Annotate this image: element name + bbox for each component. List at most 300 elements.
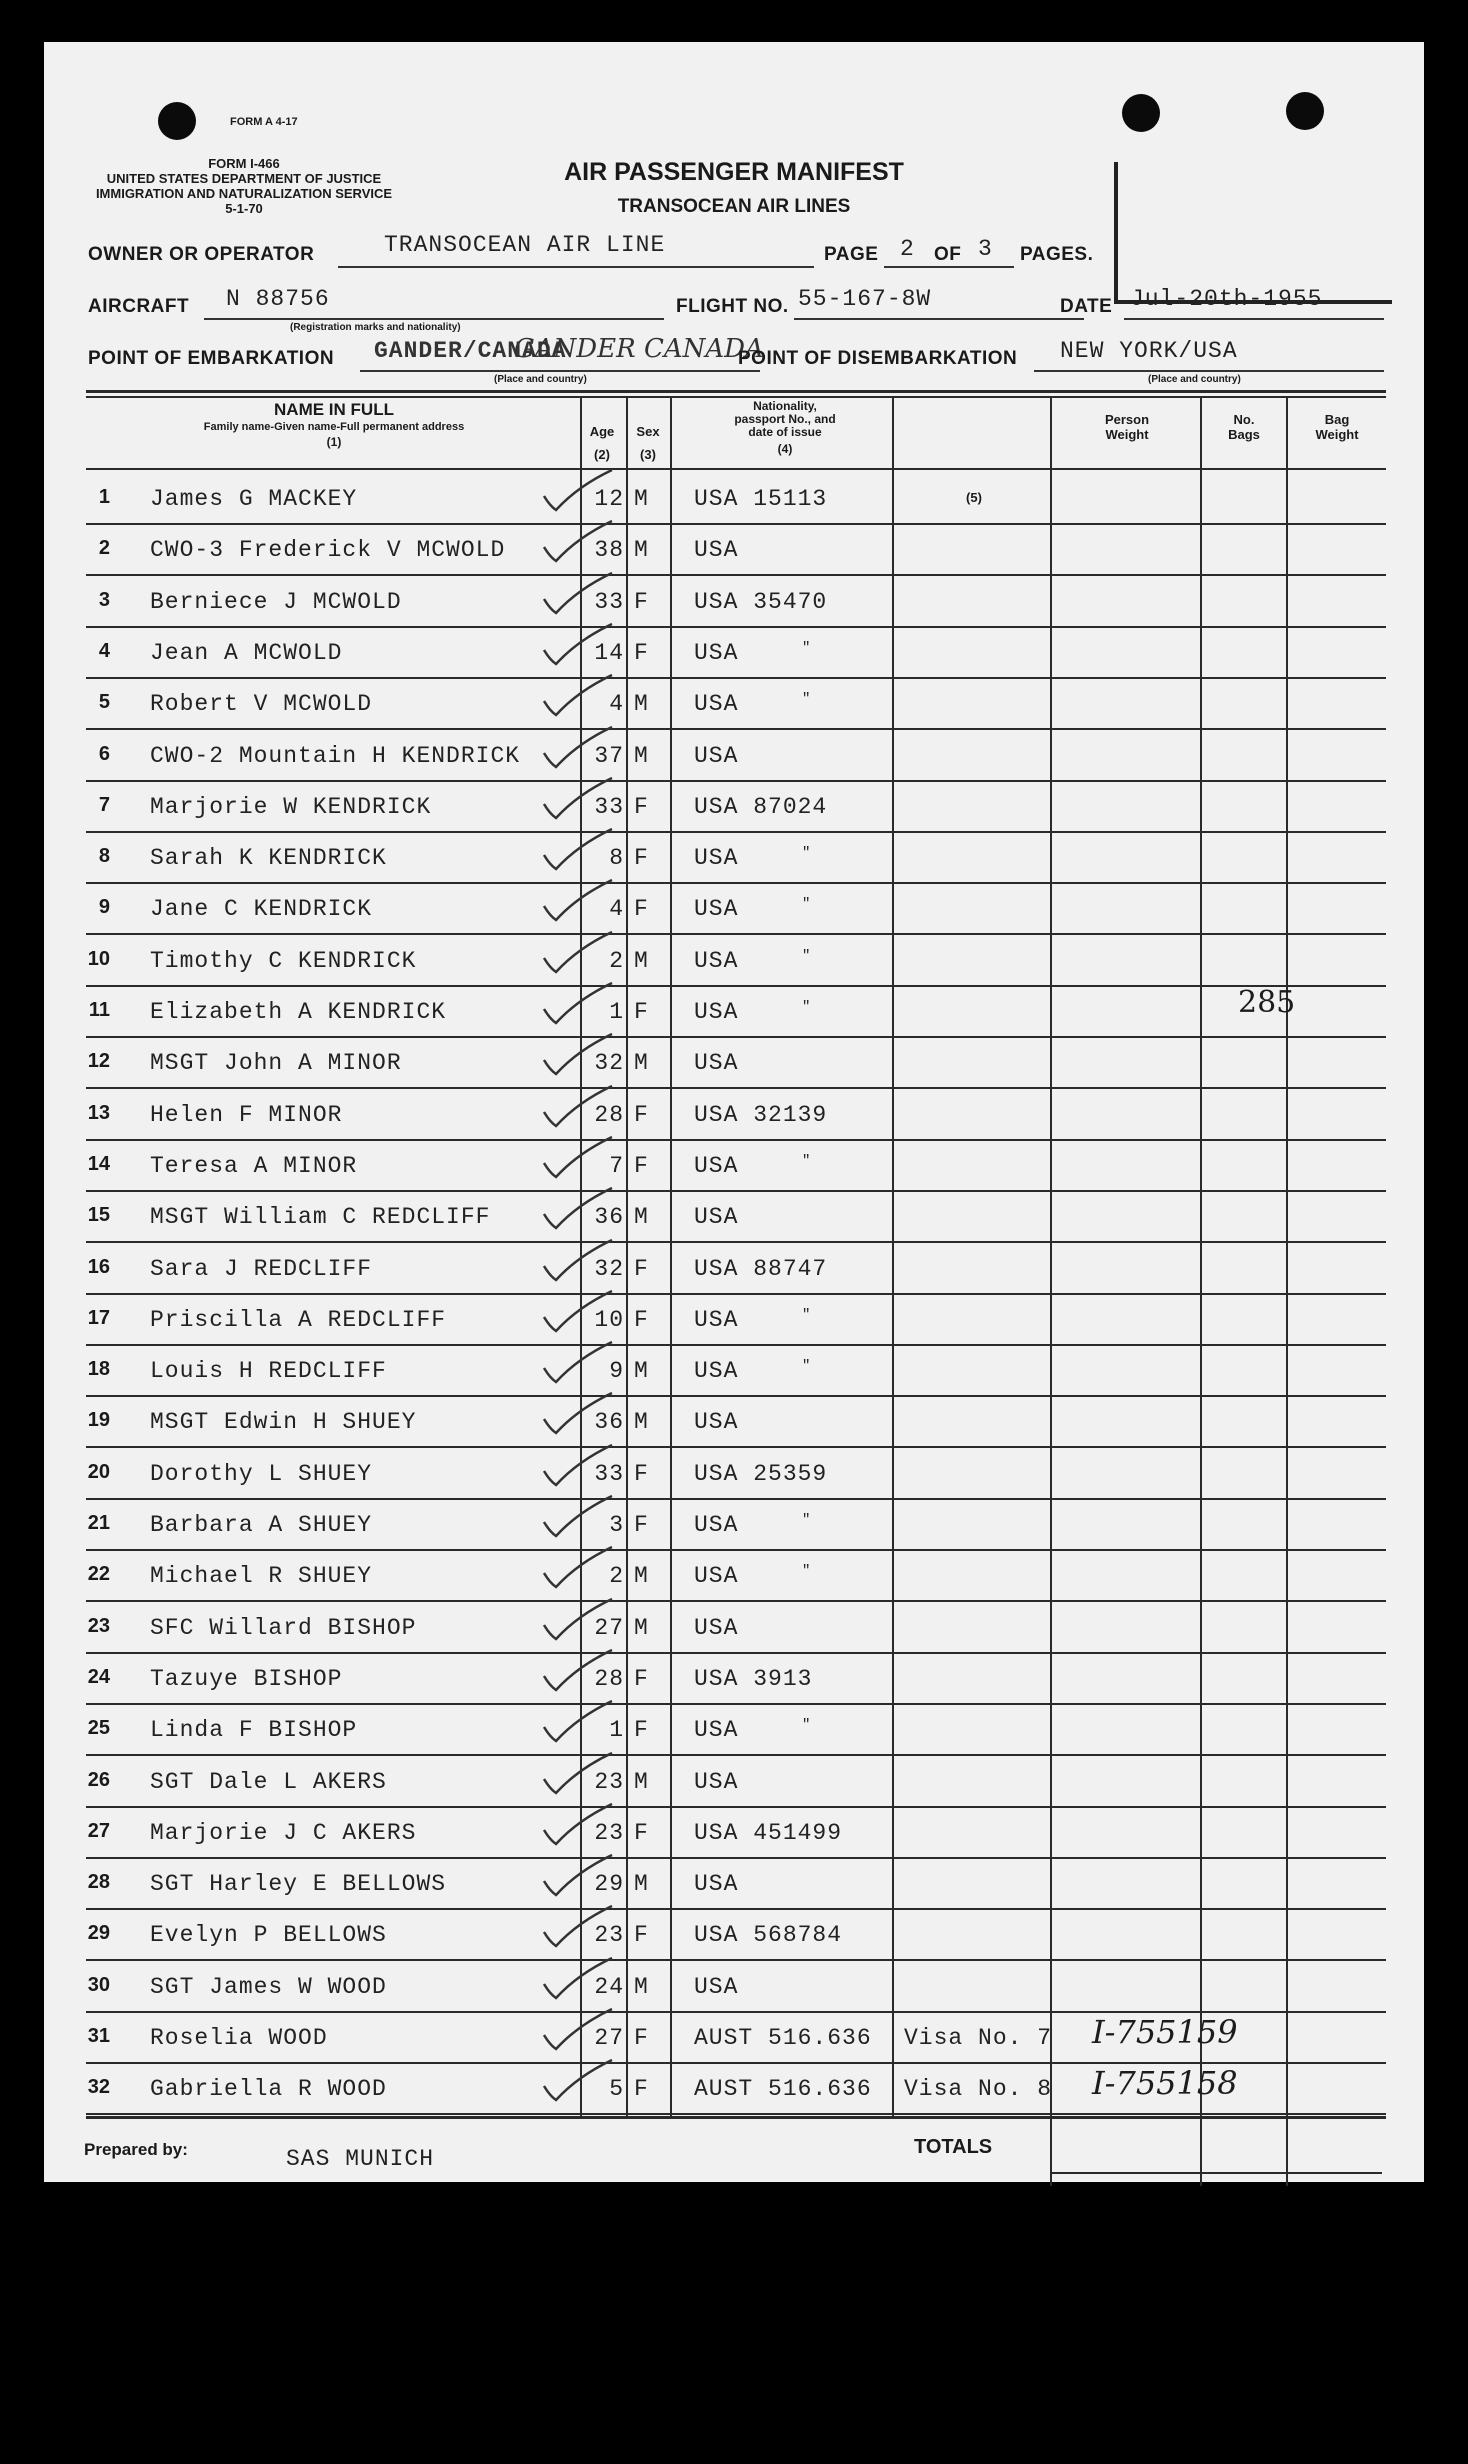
- passenger-name: SFC Willard BISHOP: [150, 1615, 417, 1641]
- passenger-sex: F: [634, 640, 649, 666]
- row-number: 25: [87, 1717, 110, 1739]
- table-row: [44, 1090, 1424, 1141]
- col-sex-number: (3): [640, 447, 656, 462]
- passenger-age: 12: [594, 486, 624, 512]
- passenger-sex: M: [634, 486, 649, 512]
- col-nationality-line-3: date of issue: [748, 425, 822, 439]
- checkmark-icon: [538, 1030, 618, 1080]
- ditto-mark: ": [802, 640, 812, 656]
- passenger-name: CWO-3 Frederick V MCWOLD: [150, 537, 506, 563]
- passenger-sex: F: [634, 1256, 649, 1282]
- passenger-sex: F: [634, 1461, 649, 1487]
- row-number: 4: [98, 640, 110, 662]
- form-subtitle: TRANSOCEAN AIR LINES: [617, 196, 851, 217]
- table-row: [44, 1141, 1424, 1192]
- col-bags-line-2: Bags: [1228, 427, 1260, 442]
- col-age-number: (2): [594, 447, 610, 462]
- passenger-nationality: USA: [694, 537, 739, 563]
- col-nationality-number: (4): [777, 442, 793, 456]
- col-nationality-line-1: Nationality,: [753, 399, 817, 413]
- table-row: [44, 1192, 1424, 1243]
- table-row: [44, 731, 1424, 782]
- passenger-name: Timothy C KENDRICK: [150, 948, 417, 974]
- passenger-sex: M: [634, 948, 649, 974]
- checkmark-icon: [538, 825, 618, 875]
- aircraft-note: (Registration marks and nationality): [290, 322, 461, 333]
- agency-block: [84, 156, 404, 216]
- passenger-name: Tazuye BISHOP: [150, 1666, 343, 1692]
- passenger-name: Marjorie W KENDRICK: [150, 794, 432, 820]
- passenger-nationality: USA: [694, 845, 739, 871]
- ditto-mark: ": [802, 896, 812, 912]
- passenger-age: 27: [594, 2025, 624, 2051]
- checkmark-icon: [538, 928, 618, 978]
- passenger-age: 29: [594, 1871, 624, 1897]
- col-name-subtitle: Family name-Given name-Full permanent address: [203, 421, 465, 433]
- passenger-sex: F: [634, 1307, 649, 1333]
- col-name-title: NAME IN FULL: [274, 400, 394, 419]
- passenger-age: 23: [594, 1922, 624, 1948]
- checkmark-icon: [538, 1492, 618, 1542]
- embarkation-value-typed: GANDER/CANADA: [374, 338, 567, 364]
- passenger-age: 4: [609, 691, 624, 717]
- table-row: [44, 2013, 1424, 2064]
- row-number: 5: [98, 691, 110, 713]
- row-number: 18: [87, 1358, 110, 1380]
- row-number: 28: [87, 1871, 110, 1893]
- passenger-age: 2: [609, 1563, 624, 1589]
- table-row: [44, 1551, 1424, 1602]
- passenger-age: 4: [609, 896, 624, 922]
- checkmark-icon: [538, 1902, 618, 1952]
- disembarkation-value: NEW YORK/USA: [1060, 338, 1238, 364]
- passenger-age: 33: [594, 589, 624, 615]
- row-number: 13: [87, 1102, 110, 1124]
- passenger-sex: F: [634, 1512, 649, 1538]
- passenger-name: MSGT William C REDCLIFF: [150, 1204, 491, 1230]
- table-row: [44, 833, 1424, 884]
- passenger-nationality: USA 15113: [694, 486, 828, 512]
- table-row: [44, 782, 1424, 833]
- table-row: [44, 987, 1424, 1038]
- passenger-nationality: USA: [694, 1307, 739, 1333]
- stamp-box: [1114, 162, 1392, 304]
- flight-value: 55-167-8W: [798, 286, 932, 312]
- passenger-name: MSGT Edwin H SHUEY: [150, 1409, 417, 1435]
- checkmark-icon: [538, 1236, 618, 1286]
- passenger-sex: F: [634, 589, 649, 615]
- passenger-name: Marjorie J C AKERS: [150, 1820, 417, 1846]
- ditto-mark: ": [802, 845, 812, 861]
- passenger-sex: M: [634, 691, 649, 717]
- passenger-sex: F: [634, 845, 649, 871]
- passenger-nationality: USA 25359: [694, 1461, 828, 1487]
- owner-value: TRANSOCEAN AIR LINE: [384, 232, 666, 258]
- passenger-name: MSGT John A MINOR: [150, 1050, 402, 1076]
- row-number: 14: [87, 1153, 110, 1175]
- passenger-nationality: USA: [694, 948, 739, 974]
- table-row: [44, 1295, 1424, 1346]
- table-row: [44, 577, 1424, 628]
- table-row: [44, 1603, 1424, 1654]
- checkmark-icon: [538, 979, 618, 1029]
- passenger-sex: M: [634, 1204, 649, 1230]
- table-row: [44, 1808, 1424, 1859]
- ditto-mark: ": [802, 1307, 812, 1323]
- row-number: 24: [87, 1666, 110, 1688]
- row-number: 27: [87, 1820, 110, 1842]
- passenger-nationality: USA: [694, 691, 739, 717]
- passenger-nationality: USA 35470: [694, 589, 828, 615]
- checkmark-icon: [538, 671, 618, 721]
- passenger-name: Sara J REDCLIFF: [150, 1256, 373, 1282]
- passenger-nationality: USA: [694, 1512, 739, 1538]
- embarkation-note: (Place and country): [494, 374, 587, 385]
- passenger-sex: M: [634, 1974, 649, 2000]
- checkmark-icon: [538, 1954, 618, 2004]
- col-bag-weight-header: [1288, 412, 1386, 442]
- checkmark-icon: [538, 774, 618, 824]
- passenger-age: 14: [594, 640, 624, 666]
- punch-hole-icon: [1122, 94, 1160, 132]
- passenger-nationality: USA: [694, 1409, 739, 1435]
- row-number: 12: [87, 1050, 110, 1072]
- col-bag-weight-line-2: Weight: [1315, 427, 1359, 442]
- row-number: 17: [87, 1307, 110, 1329]
- passenger-nationality: USA 32139: [694, 1102, 828, 1128]
- row-number: 11: [88, 999, 110, 1021]
- passenger-name: SGT James W WOOD: [150, 1974, 387, 2000]
- row-number: 6: [98, 743, 110, 765]
- passenger-age: 3: [609, 1512, 624, 1538]
- row-number: 3: [98, 589, 110, 611]
- table-row: [44, 1244, 1424, 1295]
- table-row: [44, 1910, 1424, 1961]
- row-number: 22: [87, 1563, 110, 1585]
- passenger-age: 36: [594, 1204, 624, 1230]
- row-number: 31: [87, 2025, 110, 2047]
- table-row: [44, 1962, 1424, 2013]
- passenger-sex: M: [634, 1769, 649, 1795]
- passenger-sex: F: [634, 1922, 649, 1948]
- punch-hole-icon: [1286, 92, 1324, 130]
- table-row: [44, 679, 1424, 730]
- page-value: 2: [900, 236, 915, 262]
- of-label: OF: [934, 244, 962, 265]
- passenger-nationality: USA 3913: [694, 1666, 813, 1692]
- passenger-age: 1: [609, 1717, 624, 1743]
- table-row: [44, 525, 1424, 576]
- table-row: [44, 1397, 1424, 1448]
- form-title: AIR PASSENGER MANIFEST: [564, 158, 904, 186]
- row-number: 20: [87, 1461, 110, 1483]
- passenger-name: Jean A MCWOLD: [150, 640, 343, 666]
- table-row: [44, 1038, 1424, 1089]
- date-label: DATE: [1060, 296, 1113, 317]
- col-bags-header: [1202, 412, 1286, 442]
- aircraft-label: AIRCRAFT: [88, 296, 190, 317]
- table-row: [44, 2064, 1424, 2115]
- checkmark-icon: [538, 517, 618, 567]
- ditto-mark: ": [802, 1563, 812, 1579]
- passenger-age: 23: [594, 1769, 624, 1795]
- passenger-age: 2: [609, 948, 624, 974]
- col-5-header: (5): [966, 490, 982, 505]
- passenger-nationality: USA: [694, 640, 739, 666]
- disembarkation-note: (Place and country): [1148, 374, 1241, 385]
- passenger-name: Michael R SHUEY: [150, 1563, 373, 1589]
- checkmark-icon: [538, 466, 618, 516]
- passenger-name: Barbara A SHUEY: [150, 1512, 373, 1538]
- col-sex-title: Sex: [636, 424, 660, 439]
- passenger-sex: F: [634, 1820, 649, 1846]
- pages-label: PAGES.: [1020, 244, 1094, 265]
- table-row: [44, 1500, 1424, 1551]
- prepared-by-label: Prepared by:: [84, 2140, 188, 2159]
- col-age-header: [582, 424, 622, 462]
- passenger-name: Robert V MCWOLD: [150, 691, 373, 717]
- passenger-nationality: USA: [694, 1974, 739, 2000]
- checkmark-icon: [538, 1851, 618, 1901]
- checkmark-icon: [538, 2005, 618, 2055]
- passenger-sex: M: [634, 743, 649, 769]
- passenger-sex: M: [634, 1358, 649, 1384]
- checkmark-icon: [538, 723, 618, 773]
- row-number: 26: [87, 1769, 110, 1791]
- passenger-name: Jane C KENDRICK: [150, 896, 373, 922]
- passenger-nationality: USA: [694, 1871, 739, 1897]
- checkmark-icon: [538, 1749, 618, 1799]
- checkmark-icon: [538, 620, 618, 670]
- visa-handwritten: I-755159: [1092, 2013, 1238, 2051]
- passenger-age: 8: [609, 845, 624, 871]
- col-name-number: (1): [326, 435, 342, 449]
- col-sex-header: [628, 424, 668, 462]
- checkmark-icon: [538, 1441, 618, 1491]
- passenger-name: Elizabeth A KENDRICK: [150, 999, 447, 1025]
- passenger-nationality: USA 568784: [694, 1922, 843, 1948]
- passenger-sex: F: [634, 1666, 649, 1692]
- passenger-sex: M: [634, 1615, 649, 1641]
- ditto-mark: ": [802, 1512, 812, 1528]
- embarkation-value-handwritten: GANDER CANADA: [514, 334, 764, 364]
- passenger-name: Evelyn P BELLOWS: [150, 1922, 387, 1948]
- row-number: 23: [87, 1615, 110, 1637]
- passenger-name: Priscilla A REDCLIFF: [150, 1307, 447, 1333]
- passenger-age: 32: [594, 1050, 624, 1076]
- checkmark-icon: [538, 1338, 618, 1388]
- checkmark-icon: [538, 1646, 618, 1696]
- flight-label: FLIGHT NO.: [676, 296, 789, 317]
- table-row: [44, 1449, 1424, 1500]
- passenger-nationality: USA: [694, 1717, 739, 1743]
- passenger-nationality: USA: [694, 1050, 739, 1076]
- passenger-age: 28: [594, 1666, 624, 1692]
- checkmark-icon: [538, 569, 618, 619]
- agency-line-1: UNITED STATES DEPARTMENT OF JUSTICE: [106, 171, 382, 186]
- passenger-name: SGT Dale L AKERS: [150, 1769, 387, 1795]
- totals-label: TOTALS: [914, 2136, 993, 2158]
- disembarkation-label: POINT OF DISEMBARKATION: [738, 348, 1018, 369]
- passenger-name: Berniece J MCWOLD: [150, 589, 402, 615]
- passenger-age: 27: [594, 1615, 624, 1641]
- table-row: [44, 1757, 1424, 1808]
- passenger-sex: F: [634, 2025, 649, 2051]
- agency-line-2: IMMIGRATION AND NATURALIZATION SERVICE: [95, 186, 393, 201]
- col-nationality-header: [672, 400, 898, 456]
- passenger-sex: M: [634, 537, 649, 563]
- row-number: 32: [87, 2076, 110, 2098]
- ditto-mark: ": [802, 1153, 812, 1169]
- visa-number: Visa No. 7: [904, 2025, 1053, 2051]
- punch-hole-icon: [158, 102, 196, 140]
- passenger-age: 33: [594, 794, 624, 820]
- passenger-name: CWO-2 Mountain H KENDRICK: [150, 743, 521, 769]
- checkmark-icon: [538, 1697, 618, 1747]
- row-number: 2: [98, 537, 110, 559]
- aircraft-value: N 88756: [226, 286, 330, 312]
- checkmark-icon: [538, 1800, 618, 1850]
- passenger-age: 1: [609, 999, 624, 1025]
- passenger-name: Dorothy L SHUEY: [150, 1461, 373, 1487]
- passenger-nationality: USA: [694, 1563, 739, 1589]
- ditto-mark: ": [802, 1358, 812, 1374]
- embarkation-label: POINT OF EMBARKATION: [88, 348, 335, 369]
- col-nationality-line-2: passport No., and: [734, 412, 836, 426]
- col-person-weight-line-1: Person: [1104, 412, 1150, 427]
- row-number: 19: [87, 1409, 110, 1431]
- passenger-sex: F: [634, 1153, 649, 1179]
- passenger-nationality: USA 87024: [694, 794, 828, 820]
- checkmark-icon: [538, 876, 618, 926]
- table-row: [44, 1859, 1424, 1910]
- table-row: [44, 1654, 1424, 1705]
- col-bags-line-1: No.: [1233, 412, 1255, 427]
- row-number: 21: [87, 1512, 110, 1534]
- passenger-nationality: AUST 516.636: [694, 2076, 872, 2102]
- passenger-nationality: USA: [694, 896, 739, 922]
- passenger-nationality: USA: [694, 1615, 739, 1641]
- passenger-name: Gabriella R WOOD: [150, 2076, 387, 2102]
- passenger-name: Helen F MINOR: [150, 1102, 343, 1128]
- row-number: 10: [87, 948, 110, 970]
- passenger-name: Louis H REDCLIFF: [150, 1358, 387, 1384]
- passenger-nationality: AUST 516.636: [694, 2025, 872, 2051]
- checkmark-icon: [538, 1133, 618, 1183]
- passenger-age: 24: [594, 1974, 624, 2000]
- row-number: 7: [98, 794, 110, 816]
- passenger-sex: F: [634, 1102, 649, 1128]
- passenger-sex: F: [634, 794, 649, 820]
- table-row: [44, 1705, 1424, 1756]
- passenger-age: 10: [594, 1307, 624, 1333]
- table-row: [44, 936, 1424, 987]
- checkmark-icon: [538, 1595, 618, 1645]
- col-bag-weight-line-1: Bag: [1324, 412, 1350, 427]
- ditto-mark: ": [802, 948, 812, 964]
- passenger-nationality: USA 88747: [694, 1256, 828, 1282]
- row-number: 29: [87, 1922, 110, 1944]
- passenger-nationality: USA 451499: [694, 1820, 843, 1846]
- col-person-weight-header: [1052, 412, 1202, 442]
- ditto-mark: ": [802, 1717, 812, 1733]
- passenger-age: 9: [609, 1358, 624, 1384]
- checkmark-icon: [538, 1389, 618, 1439]
- passenger-age: 23: [594, 1820, 624, 1846]
- col-person-weight-line-2: Weight: [1105, 427, 1149, 442]
- passenger-age: 28: [594, 1102, 624, 1128]
- passenger-name: Sarah K KENDRICK: [150, 845, 387, 871]
- passenger-nationality: USA: [694, 1153, 739, 1179]
- form-number: FORM I-466: [208, 156, 280, 171]
- passenger-nationality: USA: [694, 1358, 739, 1384]
- passenger-name: James G MACKEY: [150, 486, 358, 512]
- passenger-sex: F: [634, 1717, 649, 1743]
- visa-number: Visa No. 8: [904, 2076, 1053, 2102]
- passenger-name: SGT Harley E BELLOWS: [150, 1871, 447, 1897]
- passenger-sex: M: [634, 1563, 649, 1589]
- of-value: 3: [978, 236, 993, 262]
- passenger-nationality: USA: [694, 743, 739, 769]
- row-number: 1: [98, 486, 110, 508]
- passenger-sex: M: [634, 1871, 649, 1897]
- owner-label: OWNER OR OPERATOR: [88, 244, 315, 265]
- bags-count: 285: [1238, 985, 1296, 1020]
- col-name-header: [92, 400, 576, 450]
- form-top-number: FORM A 4-17: [230, 116, 298, 128]
- table-row: [44, 474, 1424, 525]
- checkmark-icon: [538, 2056, 618, 2106]
- passenger-nationality: USA: [694, 999, 739, 1025]
- passenger-sex: F: [634, 2076, 649, 2102]
- passenger-sex: F: [634, 896, 649, 922]
- checkmark-icon: [538, 1287, 618, 1337]
- passenger-age: 32: [594, 1256, 624, 1282]
- passenger-age: 37: [594, 743, 624, 769]
- passenger-age: 38: [594, 537, 624, 563]
- table-row: [44, 1346, 1424, 1397]
- passenger-name: Teresa A MINOR: [150, 1153, 358, 1179]
- prepared-by-value: SAS MUNICH: [286, 2146, 435, 2172]
- ditto-mark: ": [802, 691, 812, 707]
- passenger-age: 36: [594, 1409, 624, 1435]
- table-row: [44, 884, 1424, 935]
- manifest-sheet: [44, 42, 1424, 2182]
- row-number: 16: [87, 1256, 110, 1278]
- passenger-sex: F: [634, 999, 649, 1025]
- row-number: 8: [98, 845, 110, 867]
- row-number: 30: [87, 1974, 110, 1996]
- passenger-age: 7: [609, 1153, 624, 1179]
- passenger-name: Roselia WOOD: [150, 2025, 328, 2051]
- row-number: 15: [87, 1204, 110, 1226]
- table-row: [44, 628, 1424, 679]
- checkmark-icon: [538, 1184, 618, 1234]
- checkmark-icon: [538, 1543, 618, 1593]
- checkmark-icon: [538, 1082, 618, 1132]
- ditto-mark: ": [802, 999, 812, 1015]
- col-age-title: Age: [589, 424, 615, 439]
- page-label: PAGE: [824, 244, 879, 265]
- visa-handwritten: I-755158: [1092, 2064, 1238, 2102]
- date-value: Jul-20th-1955: [1130, 286, 1323, 312]
- passenger-nationality: USA: [694, 1204, 739, 1230]
- passenger-age: 33: [594, 1461, 624, 1487]
- passenger-sex: M: [634, 1050, 649, 1076]
- row-number: 9: [98, 896, 110, 918]
- passenger-nationality: USA: [694, 1769, 739, 1795]
- passenger-age: 5: [609, 2076, 624, 2102]
